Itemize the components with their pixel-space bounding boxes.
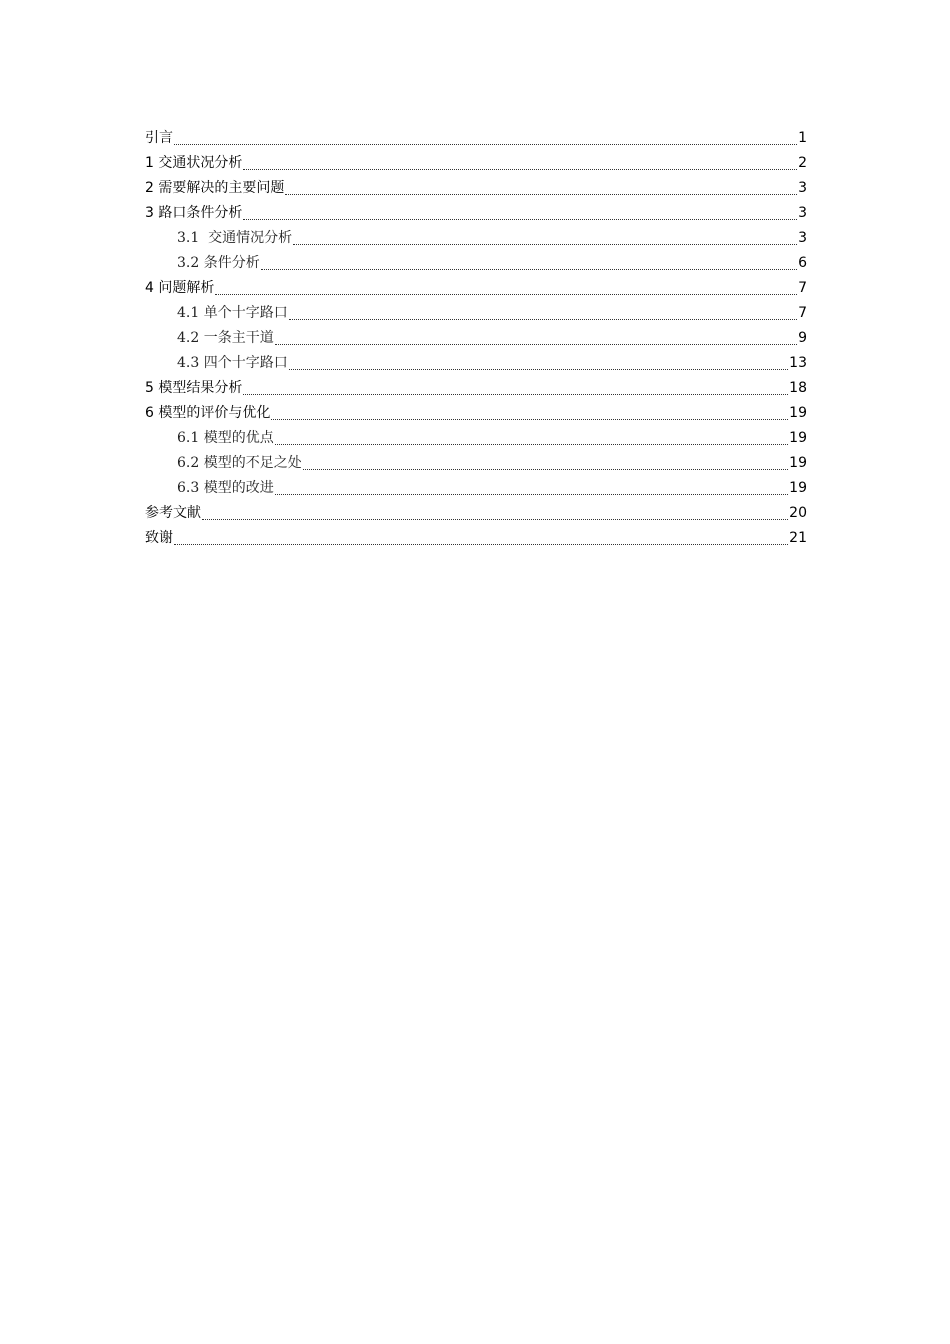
toc-entry-label: 引言 (145, 130, 173, 146)
toc-leader-dots (275, 344, 797, 345)
toc-page-number: 1 (798, 130, 807, 146)
toc-leader-dots (174, 544, 788, 545)
toc-entry-label: 5 模型结果分析 (145, 380, 243, 396)
toc-page-number: 3 (798, 230, 807, 246)
toc-entry-label: 6.1 模型的优点 (177, 430, 274, 446)
toc-entry[interactable] (145, 276, 807, 301)
toc-subentry[interactable] (145, 301, 807, 326)
toc-leader-dots (275, 444, 788, 445)
toc-page-number: 3 (798, 180, 807, 196)
toc-entry-label: 4.1 单个十字路口 (177, 305, 288, 321)
toc-leader-dots (289, 369, 788, 370)
toc-leader-dots (275, 494, 788, 495)
toc-entry[interactable] (145, 126, 807, 151)
toc-subentry[interactable] (145, 476, 807, 501)
toc-page-number: 19 (789, 480, 807, 496)
toc-page-number: 20 (789, 505, 807, 521)
toc-entry[interactable] (145, 501, 807, 526)
toc-entry-label: 6.3 模型的改进 (177, 480, 274, 496)
toc-entry[interactable] (145, 376, 807, 401)
toc-entry-label: 3.1 交通情况分析 (177, 230, 293, 246)
toc-subentry[interactable] (145, 326, 807, 351)
toc-leader-dots (243, 169, 797, 170)
toc-subentry[interactable] (145, 226, 807, 251)
toc-leader-dots (202, 519, 788, 520)
toc-entry-label: 参考文献 (145, 505, 201, 521)
toc-entry-label: 4 问题解析 (145, 280, 215, 296)
toc-page-number: 7 (798, 280, 807, 296)
toc-page-number: 7 (798, 305, 807, 321)
toc-entry[interactable] (145, 176, 807, 201)
toc-entry[interactable] (145, 401, 807, 426)
toc-leader-dots (243, 219, 797, 220)
toc-page-number: 13 (789, 355, 807, 371)
toc-leader-dots (303, 469, 788, 470)
toc-entry[interactable] (145, 201, 807, 226)
toc-page-number: 3 (798, 205, 807, 221)
toc-page-number: 2 (798, 155, 807, 171)
toc-leader-dots (243, 394, 788, 395)
toc-entry-label: 4.2 一条主干道 (177, 330, 274, 346)
toc-entry[interactable] (145, 526, 807, 551)
toc-leader-dots (285, 194, 797, 195)
toc-entry-label: 1 交通状况分析 (145, 155, 243, 171)
toc-page-number: 6 (798, 255, 807, 271)
toc-subentry[interactable] (145, 451, 807, 476)
toc-entry-label: 2 需要解决的主要问题 (145, 180, 285, 196)
toc-leader-dots (293, 244, 797, 245)
toc-subentry[interactable] (145, 351, 807, 376)
toc-entry-label: 3.2 条件分析 (177, 255, 260, 271)
toc-leader-dots (174, 144, 797, 145)
toc-page-number: 9 (798, 330, 807, 346)
toc-page-number: 18 (789, 380, 807, 396)
table-of-contents (145, 126, 807, 551)
toc-leader-dots (289, 319, 797, 320)
toc-entry-label: 3 路口条件分析 (145, 205, 243, 221)
toc-entry-label: 6.2 模型的不足之处 (177, 455, 302, 471)
toc-page-number: 19 (789, 455, 807, 471)
toc-subentry[interactable] (145, 251, 807, 276)
toc-leader-dots (215, 294, 797, 295)
toc-subentry[interactable] (145, 426, 807, 451)
toc-leader-dots (271, 419, 788, 420)
toc-entry[interactable] (145, 151, 807, 176)
toc-entry-label: 6 模型的评价与优化 (145, 405, 271, 421)
toc-entry-label: 4.3 四个十字路口 (177, 355, 288, 371)
toc-page-number: 19 (789, 430, 807, 446)
toc-page-number: 21 (789, 530, 807, 546)
toc-entry-label: 致谢 (145, 530, 173, 546)
toc-page-number: 19 (789, 405, 807, 421)
toc-leader-dots (261, 269, 797, 270)
